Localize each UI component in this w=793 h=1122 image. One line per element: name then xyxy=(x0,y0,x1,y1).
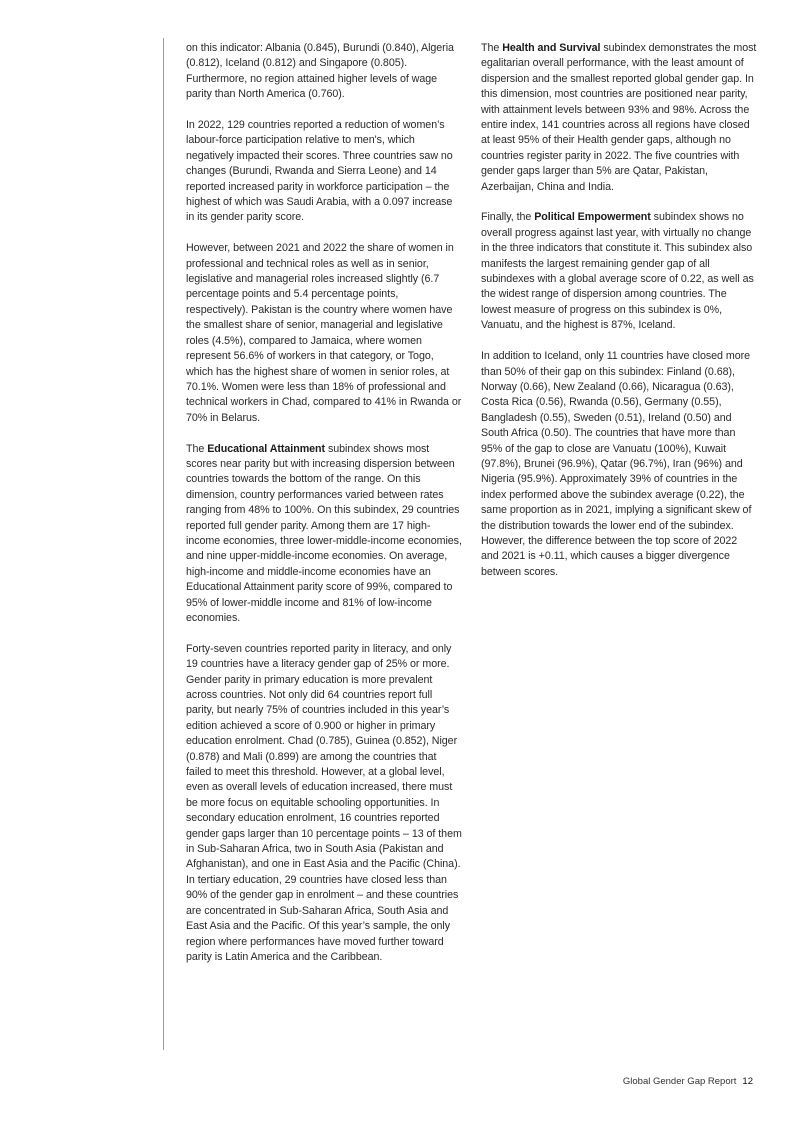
left-column xyxy=(186,41,462,981)
health-survival-paragraph xyxy=(481,41,757,195)
right-column xyxy=(481,41,757,596)
paragraph-body: subindex shows most scores near parity but with increasing dispersion between countries towards the bottom of the range. On this dimension, country performances varied between rates ranging from 48% to 100%. On this subindex, 29 countries reported full gender parity. Among them are 17 high-income economies, three lower-middle-income economies, and nine upper-middle-income economies. On average, high-income and middle-income economies have an Educational Attainment parity score of 99%, compared to 95% of lower-middle income and 81% of low-income economies. xyxy=(186,442,462,624)
educational-attainment-paragraph xyxy=(186,442,462,627)
iceland-paragraph: In addition to Iceland, only 11 countries have closed more than 50% of their gap on this subindex: Finland (0.68), Norway (0.66), New Zealand (0.66), Nicaragua (0.63), Costa Rica (0.56), Rwanda (0.56), Germany (0.55), Bangladesh (0.55), Sweden (0.51), Ireland (0.50) and South Africa (0.50). The countries that have more than 95% of the gap to close are Vanuatu (100%), Kuwait (97.8%), Brunei (96.9%), Qatar (96.7%), Iran (96%) and Nigeria (95.9%). Approximately 39% of countries in the index performed above the subindex average (0.22), the same proportion as in 2021, implying a significant skew of the distribution towards the lower end of the subindex. However, the difference between the top score of 2022 and 2021 is +0.11, which causes a bigger divergence between scores. xyxy=(481,350,752,578)
subindex-term-political-empowerment: Political Empowerment xyxy=(534,211,651,224)
subindex-term-educational-attainment: Educational Attainment xyxy=(207,442,326,455)
page-footer xyxy=(623,1076,753,1087)
paragraph-body: subindex demonstrates the most egalitarian overall performance, with the least amount of dispersion and the smallest reported global gender gap. In this dimension, most countries are positioned near parity, with attainment levels between 93% and 98%. Across the entire index, 141 countries across all regions have closed at least 95% of their Health gender gaps, although no countries register parity in 2022. The five countries with gender gaps larger than 5% are Qatar, Pakistan, Azerbaijan, China and India. xyxy=(481,42,757,193)
professional-roles-paragraph: However, between 2021 and 2022 the share of women in professional and technical roles as well as in senior, legislative and managerial roles increased slightly (6.7 percentage points and 5.4 percentage points, respectively). Pakistan is the country where women have the smallest share of senior, managerial and legislative roles (4.5%), compared to Jamaica, where women represent 56.6% of workers in that category, or Togo, which has the highest share of women in senior roles, at 70.1%. Women were less than 18% of professional and technical workers in Chad, compared to 41% in Rwanda or 70% in Belarus. xyxy=(186,242,462,424)
labour-force-paragraph: In 2022, 129 countries reported a reduction of women’s labour-force participation relative to men's, which negatively impacted their scores. Three countries saw no changes (Burundi, Rwanda and Sierra Leone) and 14 reported increased parity in workforce participation – the highest of which was Saudi Arabia, with a 0.097 increase in its gender parity score. xyxy=(186,119,453,224)
paragraph-body: subindex shows no overall progress against last year, with virtually no change in the three indicators that constitute it. This subindex also manifests the largest remaining gender gap of all subindexes with a global average score of 0.22, as well as the widest range of dispersion among countries. The lowest measure of progress on this subindex is 0%, Vanuatu, and the highest is 87%, Iceland. xyxy=(481,211,754,332)
literacy-paragraph: Forty-seven countries reported parity in literacy, and only 19 countries have a literacy gender gap of 25% or more. Gender parity in primary education is more prevalent across countries. Not only did 64 countries report full parity, but nearly 75% of countries included in this year’s edition achieved a score of 0.900 or higher in primary education enrolment. Chad (0.785), Guinea (0.852), Niger (0.878) and Mali (0.899) are among the countries that failed to meet this threshold. However, at a global level, even as overall levels of education increased, there must be more focus on equitable schooling opportunities. In secondary education enrolment, 16 countries reported gender gaps larger than 10 percentage points – 13 of them in Sub-Saharan Africa, two in South Asia (Pakistan and Afghanistan), and one in East Asia and the Pacific (China). In tertiary education, 29 countries have closed less than 90% of the gender gap in enrolment – and these countries are concentrated in Sub-Saharan Africa, South Asia and East Asia and the Pacific. Of this year’s sample, the only region where performances have moved further toward parity is Latin America and the Caribbean. xyxy=(186,642,462,963)
column-divider-rule xyxy=(163,38,164,1050)
page-number: 12 xyxy=(742,1076,753,1087)
political-empowerment-paragraph xyxy=(481,210,757,333)
paragraph-lead: The xyxy=(481,42,503,54)
subindex-term-health-survival: Health and Survival xyxy=(502,42,601,54)
wage-parity-paragraph: on this indicator: Albania (0.845), Burundi (0.840), Algeria (0.812), Iceland (0.812) and Singapore (0.805). Furthermore, no region attained higher levels of wage parity than North America (0.760). xyxy=(186,42,454,101)
paragraph-lead: Finally, the xyxy=(481,211,535,224)
report-title: Global Gender Gap Report xyxy=(622,1076,737,1087)
paragraph-lead: The xyxy=(186,442,208,455)
